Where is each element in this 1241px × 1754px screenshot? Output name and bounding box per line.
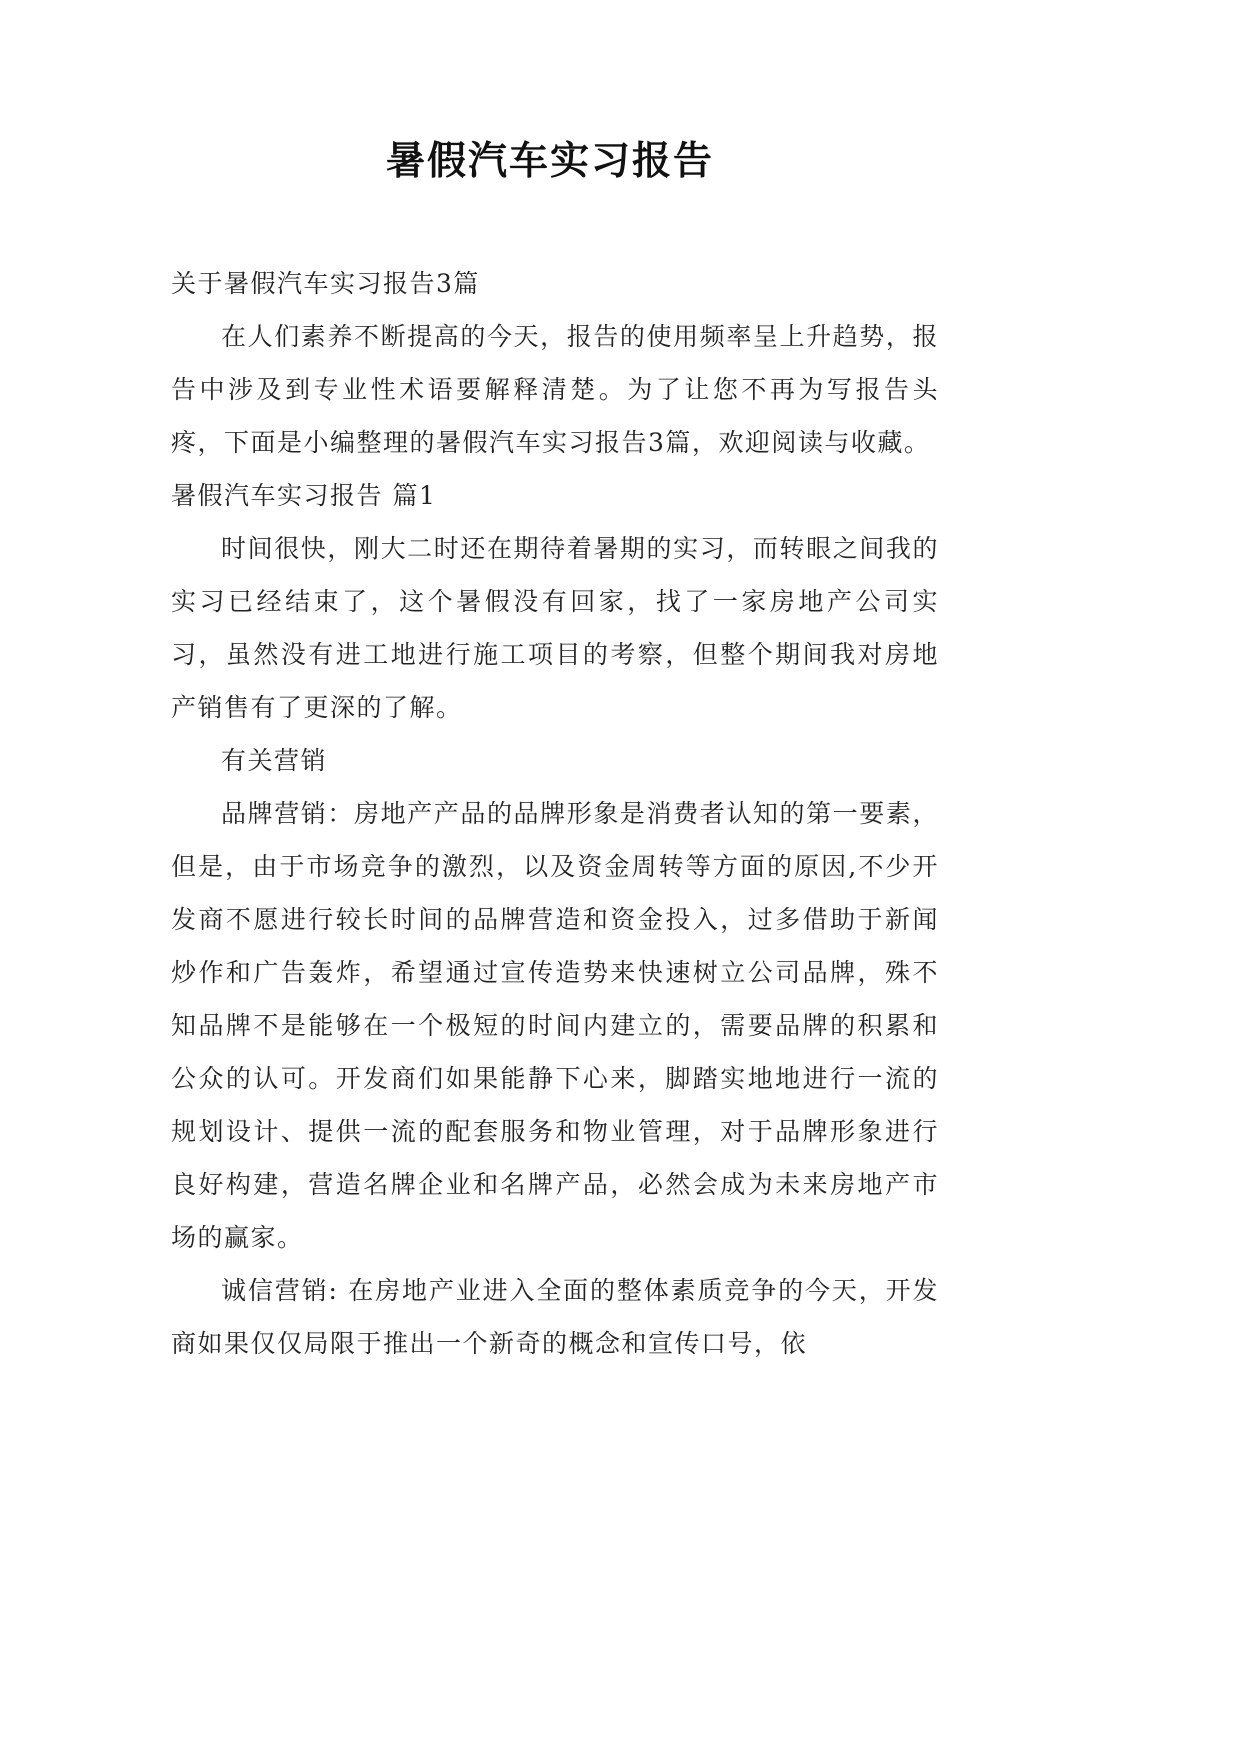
section-1-heading: 暑假汽车实习报告 篇1: [171, 481, 437, 510]
integrity-marketing-paragraph: 诚信营销: 在房地产业进入全面的整体素质竞争的今天，开发商如果仅仅局限于推出一个新奇的概念和宣传口号，依: [171, 1276, 939, 1358]
document-body: [171, 257, 939, 1370]
intro-paragraph: 在人们素养不断提高的今天，报告的使用频率呈上升趋势，报告中涉及到专业性术语要解释清楚。为了让您不再为写报告头疼，下面是小编整理的暑假汽车实习报告3篇，欢迎阅读与收藏。: [171, 322, 939, 457]
brand-marketing-paragraph: 品牌营销：房地产产品的品牌形象是消费者认知的第一要素，但是，由于市场竞争的激烈，以及资金周转等方面的原因,不少开发商不愿进行较长时间的品牌营造和资金投入，过多借助于新闻炒作和广告轰炸，希望通过宣传造势来快速树立公司品牌，殊不知品牌不是能够在一个极短的时间内建立的，需要品牌的积累和公众的认可。开发商们如果能静下心来，脚踏实地地进行一流的规划设计、提供一流的配套服务和物业管理，对于品牌形象进行良好构建，营造名牌企业和名牌产品，必然会成为未来房地产市场的赢家。: [171, 799, 939, 1252]
document-title: 暑假汽车实习报告: [385, 138, 714, 184]
section-1-paragraph: 时间很快，刚大二时还在期待着暑期的实习，而转眼之间我的实习已经结束了，这个暑假没有回家，找了一家房地产公司实习，虽然没有进工地进行施工项目的考察，但整个期间我对房地产销售有了更深的了解。: [171, 534, 939, 722]
intro-heading: 关于暑假汽车实习报告3篇: [171, 269, 480, 298]
marketing-subheading: 有关营销: [221, 746, 328, 775]
